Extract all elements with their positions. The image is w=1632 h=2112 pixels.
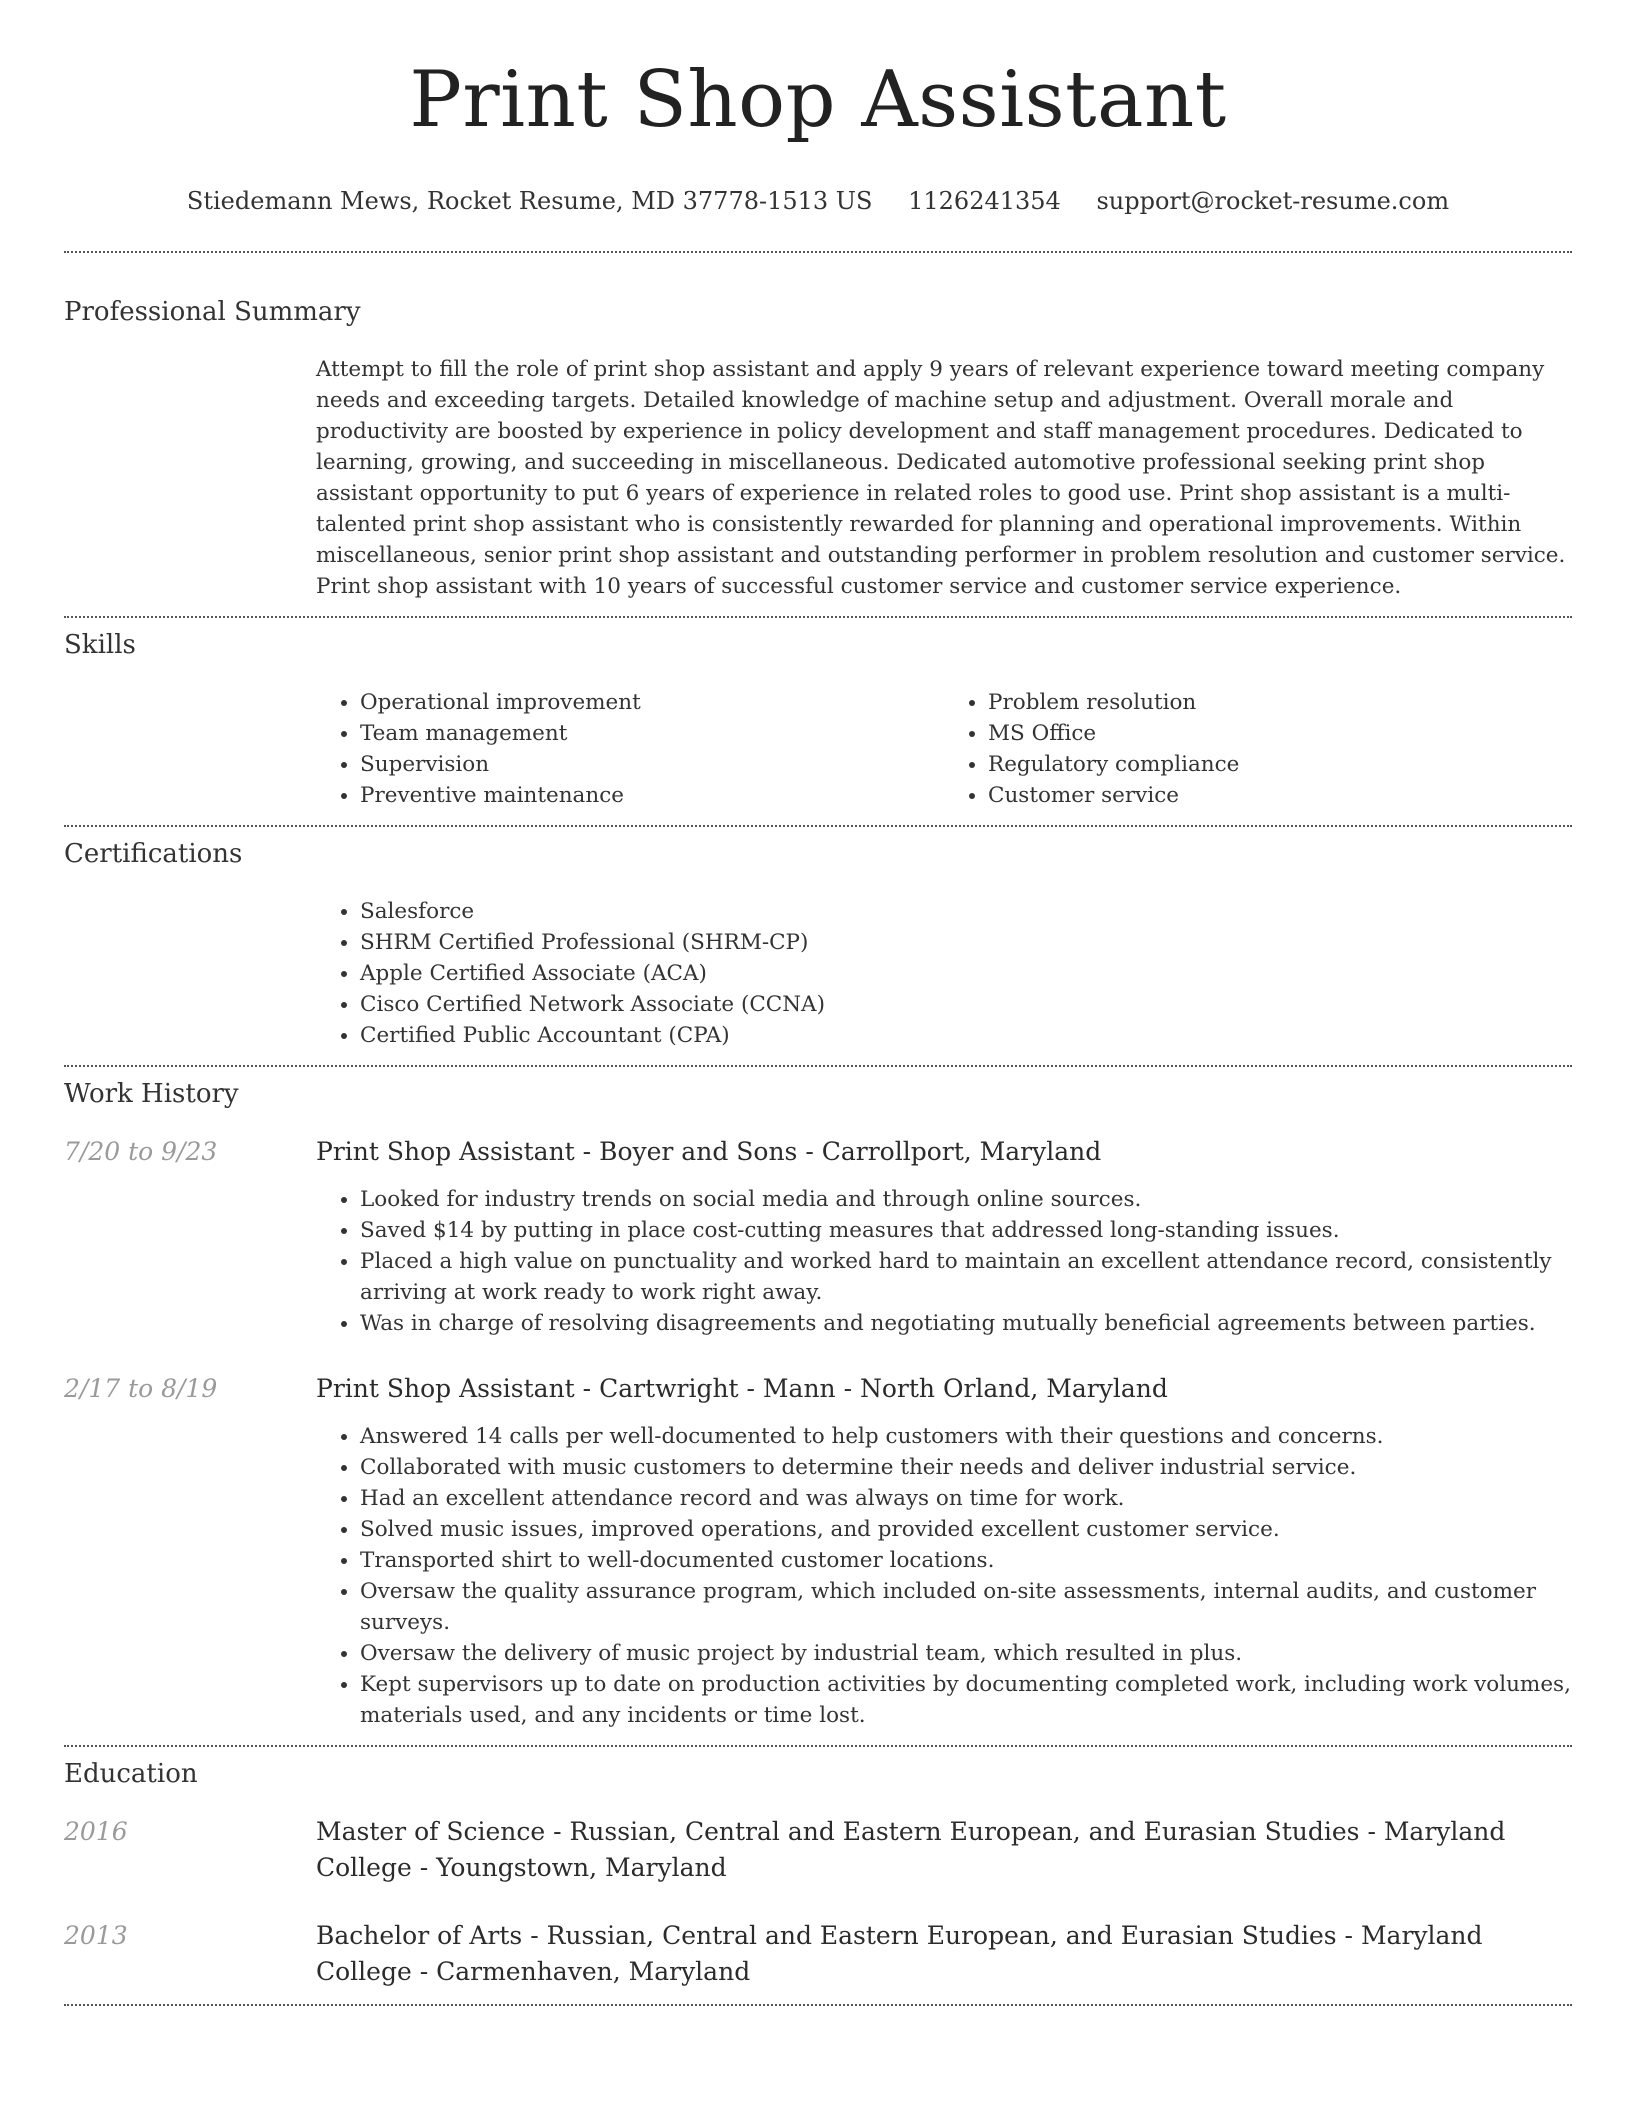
certification-item: • SHRM Certified Professional (SHRM-CP)	[360, 927, 1572, 958]
job-bullet: • Kept supervisors up to date on production activities by documenting completed work, including work volumes, materials used, and any incidents or time lost.	[360, 1669, 1572, 1731]
job-bullet: • Oversaw the quality assurance program, which included on-site assessments, internal audits, and customer surveys.	[360, 1576, 1572, 1638]
skill-item: • Regulatory compliance	[988, 749, 1572, 780]
skill-item: • Operational improvement	[360, 687, 944, 718]
address-text: Stiedemann Mews, Rocket Resume, MD 37778-1513 US	[186, 187, 873, 215]
education-heading: Education	[64, 1759, 198, 1789]
education-year: 2013	[64, 1921, 128, 1950]
job-bullet: • Oversaw the delivery of music project by industrial team, which resulted in plus.	[360, 1638, 1572, 1669]
skill-item: • Supervision	[360, 749, 944, 780]
certification-item: • Apple Certified Associate (ACA)	[360, 958, 1572, 989]
summary-text: Attempt to fill the role of print shop assistant and apply 9 years of relevant experience toward meeting company needs and exceeding targets. Detailed knowledge of machine setup and adjustment. Overall morale and productivity are boosted by experience in policy development and staff management procedures. Dedicated to learning, growing, and succeeding in miscellaneous. Dedicated automotive professional seeking print shop assistant opportunity to put 6 years of experience in related roles to good use. Print shop assistant is a multi-talented print shop assistant who is consistently rewarded for planning and operational improvements. Within miscellaneous, senior print shop assistant and outstanding performer in problem resolution and customer service. Print shop assistant with 10 years of successful customer service and customer service experience.	[316, 357, 1566, 599]
divider	[64, 1745, 1572, 1747]
divider	[64, 616, 1572, 618]
skill-item: • Problem resolution	[988, 687, 1572, 718]
job-dates: 2/17 to 8/19	[64, 1374, 218, 1403]
job-bullet: • Saved $14 by putting in place cost-cutting measures that addressed long-standing issues.	[360, 1215, 1572, 1246]
education-year: 2016	[64, 1817, 128, 1846]
divider	[64, 251, 1572, 253]
contact-line	[64, 186, 1572, 216]
work-history-heading: Work History	[64, 1079, 239, 1109]
job-title: Print Shop Assistant - Boyer and Sons - Carrollport, Maryland	[316, 1137, 1102, 1166]
job-dates: 7/20 to 9/23	[64, 1137, 218, 1166]
resume-page	[64, 0, 1572, 2006]
job-bullet: • Transported shirt to well-documented customer locations.	[360, 1545, 1572, 1576]
certification-item: • Certified Public Accountant (CPA)	[360, 1020, 1572, 1051]
skills-column-left	[316, 687, 944, 811]
job-bullet: • Looked for industry trends on social media and through online sources.	[360, 1184, 1572, 1215]
job-bullets	[316, 1421, 1572, 1731]
skill-item: • Team management	[360, 718, 944, 749]
skills-heading: Skills	[64, 630, 136, 660]
phone-text: 1126241354	[908, 187, 1061, 215]
page-title: Print Shop Assistant	[409, 55, 1227, 145]
education-title: Master of Science - Russian, Central and Eastern European, and Eurasian Studies - Maryland College - Youngstown, Maryland	[316, 1817, 1506, 1882]
skills-column-right	[944, 687, 1572, 811]
education-entry	[64, 1918, 1572, 1990]
skills-list	[316, 687, 1572, 811]
skill-item: • Customer service	[988, 780, 1572, 811]
job-entry	[64, 1371, 1572, 1731]
job-bullet: • Had an excellent attendance record and was always on time for work.	[360, 1483, 1572, 1514]
certifications-list	[316, 896, 1572, 1051]
job-bullet: • Collaborated with music customers to determine their needs and deliver industrial service.	[360, 1452, 1572, 1483]
job-bullets	[316, 1184, 1572, 1339]
divider	[64, 2004, 1572, 2006]
education-entry	[64, 1814, 1572, 1886]
education-title: Bachelor of Arts - Russian, Central and Eastern European, and Eurasian Studies - Maryland College - Carmenhaven, Maryland	[316, 1921, 1483, 1986]
skill-item: • MS Office	[988, 718, 1572, 749]
summary-heading: Professional Summary	[64, 297, 361, 327]
divider	[64, 825, 1572, 827]
certification-item: • Salesforce	[360, 896, 1572, 927]
job-bullet: • Solved music issues, improved operations, and provided excellent customer service.	[360, 1514, 1572, 1545]
divider	[64, 1065, 1572, 1067]
job-bullet: • Answered 14 calls per well-documented to help customers with their questions and concerns.	[360, 1421, 1572, 1452]
job-bullet: • Placed a high value on punctuality and worked hard to maintain an excellent attendance record, consistently arriving at work ready to work right away.	[360, 1246, 1572, 1308]
job-bullet: • Was in charge of resolving disagreements and negotiating mutually beneficial agreements between parties.	[360, 1308, 1572, 1339]
job-title: Print Shop Assistant - Cartwright - Mann - North Orland, Maryland	[316, 1374, 1168, 1403]
job-entry	[64, 1134, 1572, 1339]
certifications-heading: Certifications	[64, 839, 243, 869]
email-link[interactable]: support@rocket-resume.com	[1096, 187, 1450, 215]
certification-item: • Cisco Certified Network Associate (CCNA)	[360, 989, 1572, 1020]
skill-item: • Preventive maintenance	[360, 780, 944, 811]
